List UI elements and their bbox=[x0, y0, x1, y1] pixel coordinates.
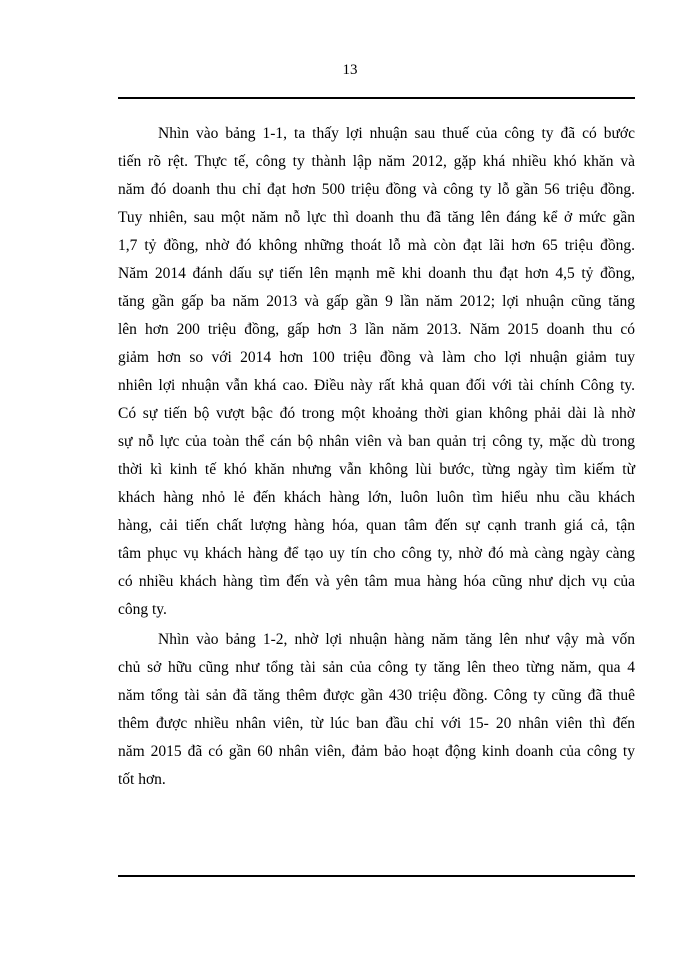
paragraph-line: Tuy nhiên, sau một năm nỗ lực thì doanh thu đã tăng lên đáng kể ở mức gần bbox=[118, 209, 635, 226]
paragraph-line: hàng, cải tiến chất lượng hàng hóa, quan tâm đến sự cạnh tranh giá cả, tận bbox=[118, 517, 635, 534]
paragraph-line: thời kì kinh tế khó khăn nhưng vẫn không lùi bước, từng ngày tìm kiếm từ bbox=[118, 461, 635, 478]
page-number: 13 bbox=[342, 62, 358, 78]
paragraph-line: năm đó doanh thu chỉ đạt hơn 500 triệu đồng và công ty lỗ gần 56 triệu đồng. bbox=[118, 181, 635, 198]
paragraph-line: Nhìn vào bảng 1-2, nhờ lợi nhuận hàng năm tăng lên như vậy mà vốn bbox=[158, 631, 635, 648]
paragraph-line: công ty. bbox=[118, 601, 167, 618]
paragraph-line: tâm phục vụ khách hàng để tạo uy tín cho công ty, nhờ đó mà càng ngày càng bbox=[118, 545, 635, 562]
paragraph-line: Có sự tiến bộ vượt bậc đó trong một khoảng thời gian không phải dài là nhờ bbox=[118, 405, 635, 422]
paragraph-line: lên hơn 200 triệu đồng, gấp hơn 3 lần năm 2013. Năm 2015 doanh thu có bbox=[118, 321, 635, 338]
paragraph-line: nhiên lợi nhuận vẫn khá cao. Điều này rất khả quan đối với tài chính Công ty. bbox=[118, 377, 635, 394]
paragraph-line: tăng gần gấp ba năm 2013 và gấp gần 9 lần năm 2012; lợi nhuận cũng tăng bbox=[118, 293, 635, 310]
paragraph-line: có nhiều khách hàng tìm đến và yên tâm mua hàng hóa cũng như dịch vụ của bbox=[118, 573, 635, 590]
paragraph-line: sự nỗ lực của toàn thể cán bộ nhân viên và ban quản trị công ty, mặc dù trong bbox=[118, 433, 635, 450]
paragraph-line: 1,7 tỷ đồng, nhờ đó không những thoát lỗ mà còn đạt lãi hơn 65 triệu đồng. bbox=[118, 237, 635, 254]
footer-rule bbox=[118, 875, 635, 877]
paragraph-line: giảm hơn so với 2014 hơn 100 triệu đồng và làm cho lợi nhuận giảm tuy bbox=[118, 349, 635, 366]
paragraph-line: tốt hơn. bbox=[118, 771, 166, 788]
paragraph-line: năm tổng tài sản đã tăng thêm được gần 430 triệu đồng. Công ty cũng đã thuê bbox=[118, 687, 635, 704]
paragraph-line: năm 2015 đã có gần 60 nhân viên, đảm bảo hoạt động kinh doanh của công ty bbox=[118, 743, 635, 760]
paragraph-line: khách hàng nhỏ lẻ đến khách hàng lớn, luôn luôn tìm hiểu nhu cầu khách bbox=[118, 489, 635, 506]
paragraph-line: tiến rõ rệt. Thực tế, công ty thành lập năm 2012, gặp khá nhiều khó khăn và bbox=[118, 153, 635, 170]
paragraph-line: thêm được nhiều nhân viên, từ lúc ban đầu chỉ với 15- 20 nhân viên thì đến bbox=[118, 715, 635, 732]
paragraph-line: Nhìn vào bảng 1-1, ta thấy lợi nhuận sau thuế của công ty đã có bước bbox=[158, 125, 635, 142]
paragraph-line: Năm 2014 đánh dấu sự tiến lên mạnh mẽ khi doanh thu đạt hơn 4,5 tỷ đồng, bbox=[118, 265, 635, 282]
paragraph-line: chủ sở hữu cũng như tổng tài sản của công ty tăng lên theo từng năm, qua 4 bbox=[118, 659, 635, 676]
header-rule bbox=[118, 97, 635, 99]
